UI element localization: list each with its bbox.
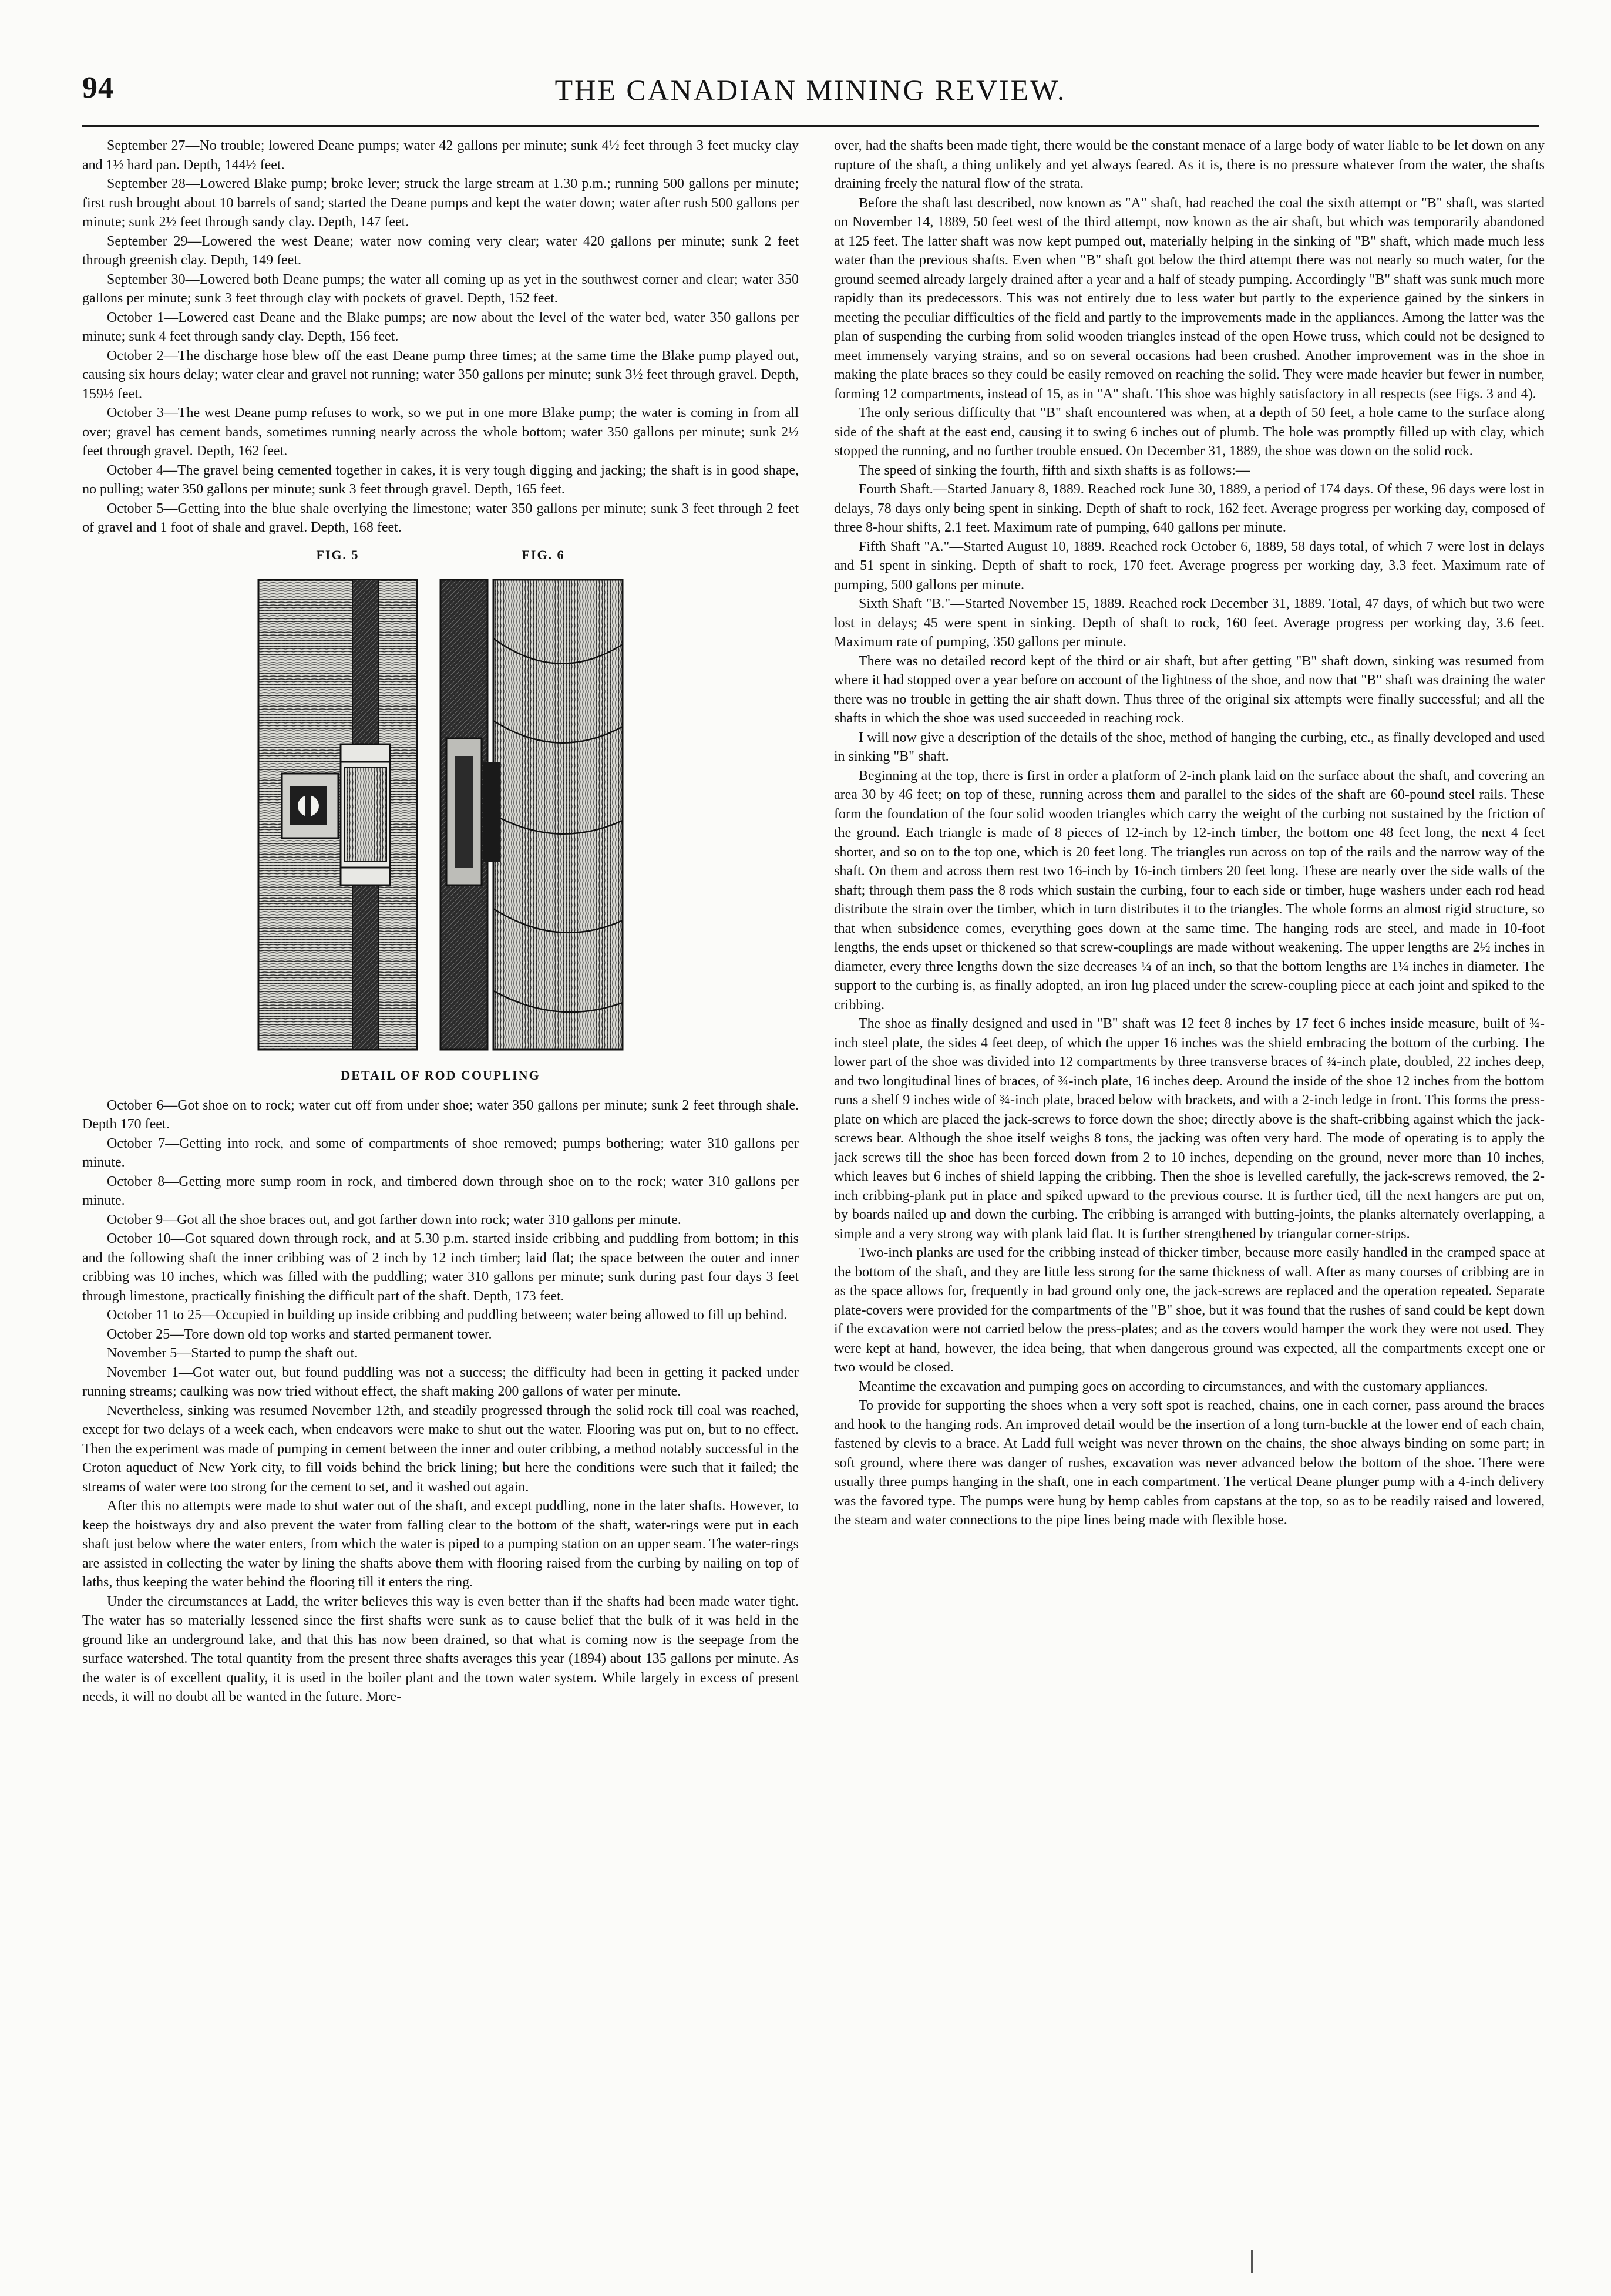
right-column-text: [834, 136, 1545, 1530]
paragraph: September 27—No trouble; lowered Deane pumps; water 42 gallons per minute; sunk 4½ feet through 3 feet mucky clay and 1½ hard pan. Depth, 144½ feet.: [82, 138, 799, 173]
paragraph: Two-inch planks are used for the cribbing instead of thicker timber, because more easily handled in the cramped space at the bottom of the shaft, and they are little less strong for the same thickness of wall. After as many courses of cribbing are in as the space allows for, frequently in bad ground only one, the jack-screws are replaced and the operation repeated. Separate plate-covers were provided for the compartments of the "B" shoe, but it was found that the rushes of sand could be kept down if the excavation were not carried below the press-plates; and as the covers would hamper the work they were not used. They were kept at hand, however, the idea being, that when dangerous ground was expected, all the compartments except one or two would be closed.: [834, 1245, 1545, 1375]
paragraph: September 28—Lowered Blake pump; broke lever; struck the large stream at 1.30 p.m.; running 500 gallons per minute; first rush brought about 10 barrels of sand; started the Deane pumps and kept the water down; water after rush 500 gallons per minute; sunk 2½ feet through sandy clay. Depth, 147 feet.: [82, 176, 799, 230]
paragraph: The shoe as finally designed and used in "B" shaft was 12 feet 8 inches by 17 feet 6 inches inside measure, built of ¾-inch steel plate, the sides 4 feet deep, of which the upper 16 inches was the shield embracing the bottom of the curbing. The lower part of the shoe was divided into 12 compartments by three transverse braces of ¾-inch plate, doubled, 22 inches deep, and two longitudinal lines of braces, of ¾-inch plate, 16 inches deep. Around the inside of the shoe 12 inches from the bottom runs a shelf 9 inches wide of ¾-inch plate, braced below with brackets, and with a 2-inch ledge in front. This forms the press-plate on which are placed the jack-screws to force down the shoe; directly above is the shaft-cribbing against which the jack-screws bear. Although the shoe itself weighs 8 tons, the jacking was often very hard. The mode of operating is to apply the jack screws till the shoe has been forced down from 2 to 10 inches, depending on the ground, never more than 10 inches, which leaves but 6 inches of shield lapping the cribbing. Then the shoe is levelled carefully, the jack-screws removed, the 2-inch cribbing-plank put in place and spiked upward to the previous course. It is further tied, till the next hangers are put on, by boards nailed up and down the curbing. The cribbing is arranged with butting-joints, the planks alternately overlapping, a simple and a very strong way with plank laid flat. It is further strengthened by triangular corner-strips.: [834, 1016, 1545, 1242]
paragraph: October 2—The discharge hose blew off the east Deane pump three times; at the same time the Blake pump played out, causing six hours delay; water clear and gravel not running; water 350 gallons per minute; sunk 3½ feet through gravel. Depth, 159½ feet.: [82, 348, 799, 402]
paragraph: October 1—Lowered east Deane and the Blake pumps; are now about the level of the water bed, water 350 gallons per minute; sunk 4 feet through sandy clay. Depth, 156 feet.: [82, 310, 799, 344]
paragraph: October 11 to 25—Occupied in building up inside cribbing and puddling between; water being allowed to fill up behind.: [107, 1307, 788, 1323]
paragraph: November 1—Got water out, but found puddling was not a success; the difficulty had been in getting it packed under running streams; caulking was now tried without effect, the shaft making 200 gallons of water per minute.: [82, 1364, 799, 1399]
right-column: [834, 136, 1545, 2227]
page-number: 94: [82, 71, 114, 105]
page-header: [82, 70, 1539, 127]
figure-5-drawing: [258, 580, 417, 1050]
paragraph: After this no attempts were made to shut water out of the shaft, and except puddling, none in the later shafts. However, to keep the hoistways dry and also prevent the water from falling clear to the bottom of the shaft, water-rings were put in each shaft just below where the water enters, from which the water is piped to a pumping station on an upper seam. The water-rings are assisted in collecting the water by lining the shafts above them with flooring raised from the curbing by nailing on top of laths, thus keeping the water behind the flooring till it enters the ring.: [82, 1498, 799, 1590]
paragraph: The only serious difficulty that "B" shaft encountered was when, at a depth of 50 feet, a hole came to the surface along side of the shaft at the east end, causing it to swing 6 inches out of plumb. The hole was promptly filled up with clay, which stopped the running, and no further trouble ensued. On December 31, 1889, the shoe was down on the solid rock.: [834, 405, 1545, 459]
paragraph: November 5—Started to pump the shaft out.: [107, 1346, 358, 1361]
paragraph: Beginning at the top, there is first in order a platform of 2-inch plank laid on the surface about the shaft, and covering an area 30 by 46 feet; on top of these, running across them and parallel to the sides of the shaft are 60-pound steel rails. These form the foundation of the four solid wooden triangles which carry the weight of the curbing not sustained by the friction of the ground. Each triangle is made of 8 pieces of 12-inch by 12-inch timber, the bottom one 48 feet long, the next 4 feet shorter, and so on to the top one, which is 20 feet long. The triangles run across on top of the rails and the narrow way of the shaft. On them and across them rest two 16-inch by 16-inch timbers 20 feet long. These are nearly over the side walls of the shaft; through them pass the 8 rods which sustain the curbing, four to each side or timber, huge washers under each rod head distribute the strain over the timber, which in turn distributes it to the triangles. The whole forms an almost rigid structure, so that when subsidence comes, everything goes down at the same time. The hanging rods are steel, and made in 10-foot lengths, the ends upset or thickened so that screw-couplings are made without weakening. The upper lengths are 2½ inches in diameter, every three lengths down the size decreases ¼ of an inch, so that the bottom lengths are 1¼ inches in diameter. The support to the curbing is, as finally adopted, an iron lug placed under the screw-coupling piece at each joint and spiked to the cribbing.: [834, 768, 1545, 1013]
paragraph: October 4—The gravel being cemented together in cakes, it is very tough digging and jacking; the shaft is in good shape, no pulling; water 350 gallons per minute; sunk 3 feet through gravel. Depth, 165 feet.: [82, 462, 799, 497]
paragraph: September 29—Lowered the west Deane; water now coming very clear; water 420 gallons per minute; sunk 2 feet through greenish clay. Depth, 149 feet.: [82, 233, 799, 268]
paragraph: There was no detailed record kept of the third or air shaft, but after getting "B" shaft down, sinking was resumed from where it had stopped over a year before on account of the lightness of the shoe, and now that "B" shaft was draining the water there was no trouble in getting the air shaft down. Thus three of the original six attempts were finally successful; and all the shafts in which the shoe was used succeeded in reaching rock.: [834, 653, 1545, 726]
paragraph: To provide for supporting the shoes when a very soft spot is reached, chains, one in each corner, pass around the braces and hook to the hanging rods. An improved detail would be the insertion of a long turn-buckle at the lower end of each chain, fastened by clevis to a brace. At Ladd full weight was never thrown on the chains, the shoe always binding on some part; in soft ground, where there was danger of rushes, excavation was never advanced below the bottom of the shoe. There were usually three pumps hanging in the shaft, one in each compartment. The vertical Deane plunger pump with a 4-inch delivery was the favored type. The pumps were hung by hemp cables from capstans at the top, so as to be readily raised and lowered, the steam and water connections to the pipe lines being made with flexible hose.: [834, 1398, 1545, 1528]
paragraph: The speed of sinking the fourth, fifth and sixth shafts is as follows:—: [859, 462, 1250, 478]
paragraph: Fifth Shaft "A."—Started August 10, 1889. Reached rock October 6, 1889, 58 days total, of which 7 were lost in delays and 51 spent in sinking. Depth of shaft to rock, 170 feet. Average progress per working day, 3.3 feet. Maximum rate of pumping, 500 gallons per minute.: [834, 539, 1545, 593]
paragraph: October 6—Got shoe on to rock; water cut off from under shoe; water 350 gallons per minute; sunk 2 feet through shale. Depth 170 feet.: [82, 1097, 799, 1132]
paragraph: over, had the shafts been made tight, there would be the constant menace of a large body of water liable to be let down on any rupture of the shaft, a thing unlikely and yet always feared. As it is, there is no pressure whatever from the water, the shafts draining freely the natural flow of the strata.: [834, 138, 1545, 191]
paragraph: October 3—The west Deane pump refuses to work, so we put in one more Blake pump; the water is coming in from all over; gravel has cement bands, sometimes running nearly across the whole bottom; water 350 gallons per minute; sunk 2½ feet through gravel. Depth, 162 feet.: [82, 405, 799, 459]
paragraph: October 9—Got all the shoe braces out, and got farther down into rock; water 310 gallons per minute.: [107, 1212, 681, 1228]
paragraph: Under the circumstances at Ladd, the writer believes this way is even better than if the shafts had been made water tight. The water has so materially lessened since the first shafts were sunk as to cause belief that the bulk of it was held in the ground like an underground lake, and that this has now been drained, so that what is coming now is the seepage from the surface watershed. The total quantity from the present three shafts averages this year (1894) about 135 gallons per minute. As the water is of excellent quality, it is used in the boiler plant and the town water system. While largely in excess of present needs, it will no doubt all be wanted in the future. More-: [82, 1594, 799, 1705]
paragraph: October 5—Getting into the blue shale overlying the limestone; water 350 gallons per minute; sunk 3 feet through 2 feet of gravel and 1 foot of shale and gravel. Depth, 168 feet.: [82, 500, 799, 535]
paragraph: Fourth Shaft.—Started January 8, 1889. Reached rock June 30, 1889, a period of 174 days. Of these, 96 days were lost in delays, 78 days only being spent in sinking. Depth of shaft to rock, 162 feet. Average progress per working day, composed of three 8-hour shifts, 2.1 feet. Maximum rate of pumping, 640 gallons per minute.: [834, 482, 1545, 535]
paragraph: I will now give a description of the details of the shoe, method of hanging the curbing, etc., as finally developed and used in sinking "B" shaft.: [834, 730, 1545, 764]
figure-5-label: FIG. 5: [316, 547, 359, 562]
paragraph: October 7—Getting into rock, and some of compartments of shoe removed; pumps bothering; water 310 gallons per minute.: [82, 1135, 799, 1170]
header-rule: [82, 125, 1539, 127]
figure-rod-coupling: [82, 546, 799, 1085]
left-column: [82, 136, 799, 2227]
left-column-top-text: [82, 136, 799, 537]
journal-title: THE CANADIAN MINING REVIEW.: [554, 73, 1067, 106]
paragraph: September 30—Lowered both Deane pumps; the water all coming up as yet in the southwest corner and clear; water 350 gallons per minute; sunk 3 feet through clay with pockets of gravel. Depth, 152 feet.: [82, 271, 799, 306]
paragraph: Sixth Shaft "B."—Started November 15, 1889. Reached rock December 31, 1889. Total, 47 days, of which but two were lost in delays; 45 were spent in sinking. Depth of shaft to rock, 160 feet. Average progress per working day, 3.6 feet. Maximum rate of pumping, 350 gallons per minute.: [834, 596, 1545, 650]
paragraph: Meantime the excavation and pumping goes on according to circumstances, and with the customary appliances.: [859, 1379, 1488, 1394]
paragraph: Before the shaft last described, now known as "A" shaft, had reached the coal the sixth attempt or "B" shaft, was started on November 14, 1889, 50 feet west of the third attempt, now known as the air shaft, but which was temporarily abandoned at 125 feet. The latter shaft was now kept pumped out, materially helping in the sinking of "B" shaft, which made much less water than the previous shafts. Even when "B" shaft got below the third attempt there was not nearly so much water, for the ground seemed already largely drained after a year and a half of steady pumping. Accordingly "B" shaft was sunk much more rapidly than its predecessors. This was not entirely due to less water but partly to the experience gained by the sinkers in meeting the peculiar difficulties of the field and partly to the improvements made in the appliances. Among the latter was the plan of suspending the curbing from solid wooden triangles instead of the open Howe truss, which could not be designed to meet immensely varying strains, and so on several occasions had been crushed. Another improvement was in the shoe in making the plate braces so they could be easily removed on reaching the solid. They were made heavier but fewer in number, forming 12 compartments, instead of 15, as in "A" shaft. This shoe was highly satisfactory in all respects (see Figs. 3 and 4).: [834, 195, 1545, 402]
paragraph: October 10—Got squared down through rock, and at 5.30 p.m. started inside cribbing and puddling from bottom; in this and the following shaft the inner cribbing was of 2 inch by 12 inch timber; laid flat; the space between the outer and inner cribbing was 10 inches, which was filled with the puddling; water 310 gallons per minute; sunk during past four days 3 feet through limestone, practically finishing the difficult part of the shaft. Depth, 173 feet.: [82, 1231, 799, 1304]
page-mark: [1251, 2250, 1253, 2273]
paragraph: Nevertheless, sinking was resumed November 12th, and steadily progressed through the solid rock till coal was reached, except for two delays of a week each, when endeavors were make to shut out the water. Flooring was put on, but to no effect. Then the experiment was made of pumping in cement between the inner and outer cribbing, a method notably successful in the Croton aqueduct of New York city, to fill voids behind the brick lining; but here the conditions were such that it failed; the streams of water were too strong for the cement to set, and it washed out again.: [82, 1403, 799, 1495]
figure-6-drawing: [440, 580, 623, 1050]
figure-6-label: FIG. 6: [522, 547, 565, 562]
figure-caption: DETAIL OF ROD COUPLING: [341, 1068, 540, 1083]
left-column-bottom-text: [82, 1096, 799, 1707]
paragraph: October 8—Getting more sump room in rock, and timbered down through shoe on to the rock; water 310 gallons per minute.: [82, 1174, 799, 1208]
rod-coupling-illustration: [253, 568, 628, 1061]
paragraph: October 25—Tore down old top works and started permanent tower.: [107, 1326, 492, 1342]
figure-labels: [235, 546, 646, 565]
